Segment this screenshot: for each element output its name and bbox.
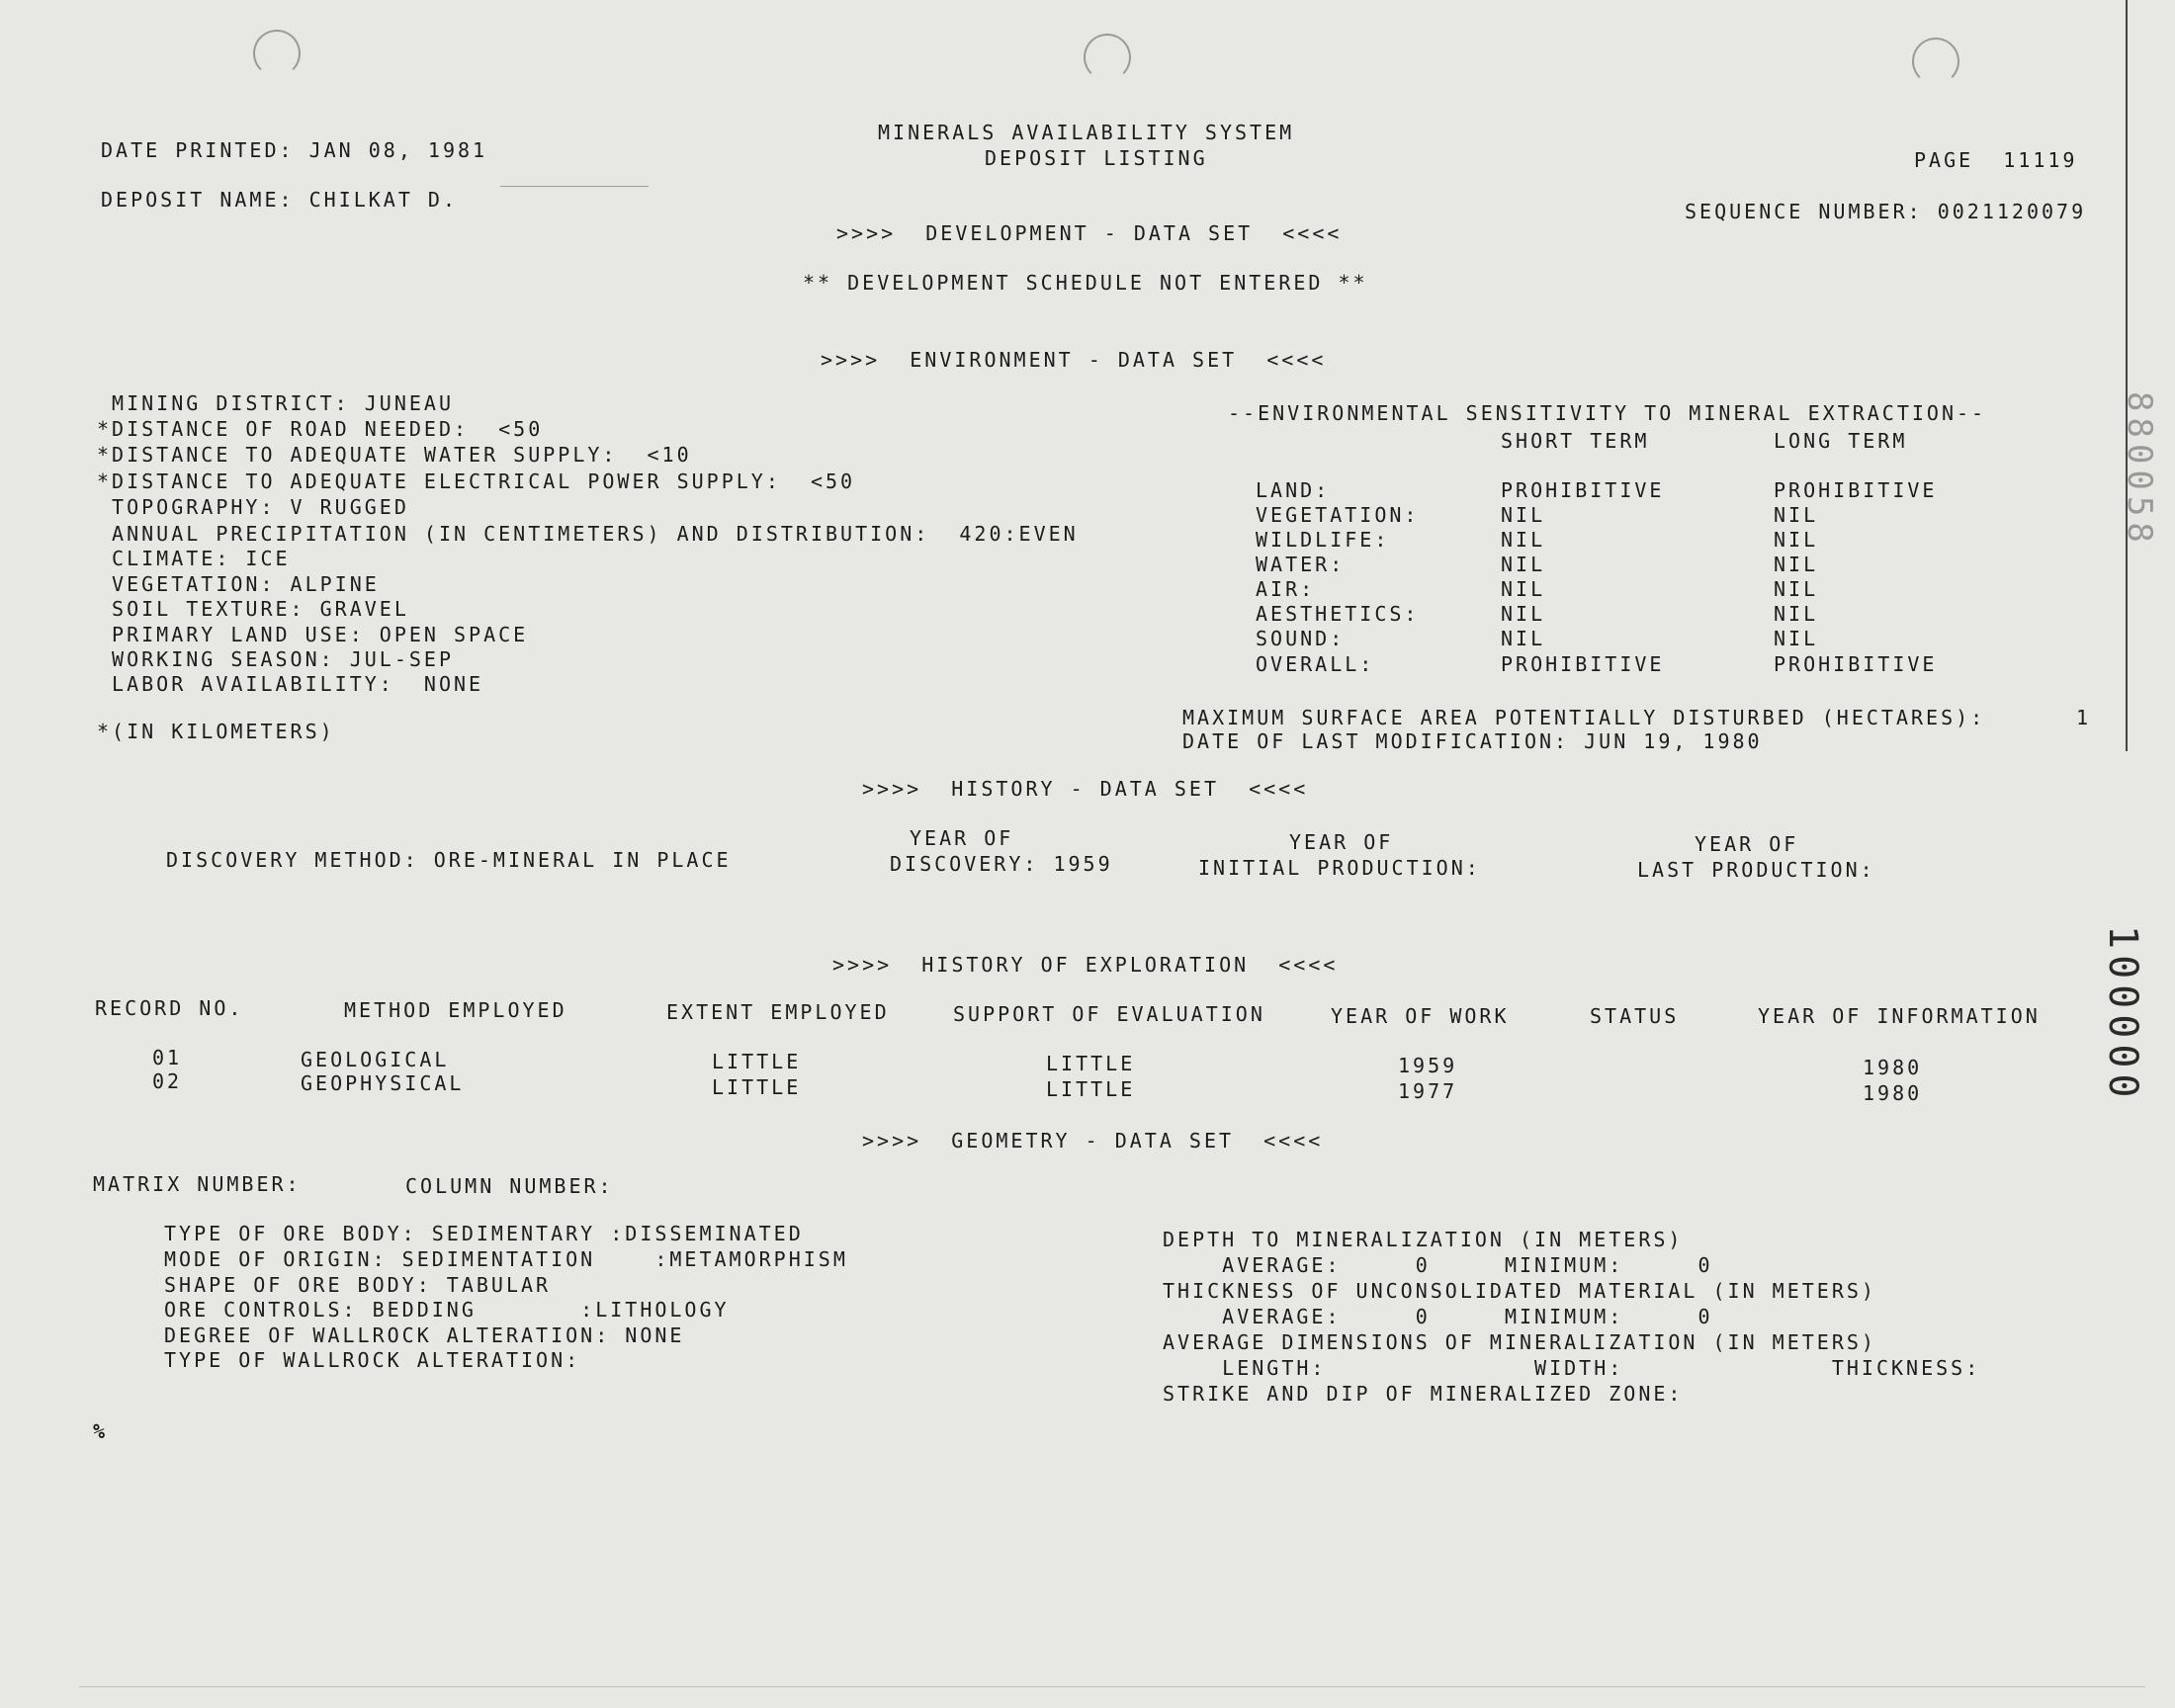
sensitivity-short: NIL [1501,553,1546,576]
sensitivity-long: NIL [1774,602,1819,626]
col-header-support: SUPPORT OF EVALUATION [953,1002,1265,1026]
cell-support: LITTLE [1046,1052,1136,1075]
punch-hole-center [1084,34,1131,81]
cell-extent: LITTLE [712,1075,802,1099]
sensitivity-label: AIR: [1256,577,1316,601]
system-title: MINERALS AVAILABILITY SYSTEM [878,121,1295,144]
geometry-line: TYPE OF ORE BODY: SEDIMENTARY :DISSEMINATED [164,1222,804,1245]
punch-hole-left [253,30,301,77]
history-heading: >>>> HISTORY - DATA SET <<<< [862,777,1309,801]
initial-production-label: YEAR OF [1289,830,1394,854]
sensitivity-long: NIL [1774,627,1819,650]
sensitivity-label: OVERALL: [1256,652,1375,676]
sensitivity-short: NIL [1501,503,1546,527]
listing-title: DEPOSIT LISTING [985,146,1208,170]
col-header-extent: EXTENT EMPLOYED [666,1000,890,1024]
sensitivity-long: NIL [1774,553,1819,576]
env-line: *DISTANCE OF ROAD NEEDED: <50 [97,417,544,441]
year-of-discovery: DISCOVERY: 1959 [890,852,1113,876]
cell-record-no: 02 [152,1069,183,1093]
exploration-heading: >>>> HISTORY OF EXPLORATION <<<< [832,953,1339,977]
geometry-line: AVERAGE DIMENSIONS OF MINERALIZATION (IN METERS) [1163,1330,1876,1354]
sensitivity-label: WILDLIFE: [1256,528,1390,552]
env-line: LABOR AVAILABILITY: NONE [97,672,484,696]
geometry-line: SHAPE OF ORE BODY: TABULAR [164,1273,552,1297]
env-line: *DISTANCE TO ADEQUATE ELECTRICAL POWER SUPPLY: <50 [97,470,856,493]
sensitivity-label: VEGETATION: [1256,503,1420,527]
sensitivity-short: NIL [1501,602,1546,626]
col-header-status: STATUS [1590,1004,1680,1028]
env-line: MINING DISTRICT: JUNEAU [97,391,454,415]
col-header-record-no: RECORD NO. [95,996,244,1020]
cell-year-of-work: 1977 [1398,1079,1458,1103]
max-surface-area-value: 1 [2076,706,2092,729]
last-modification-date: DATE OF LAST MODIFICATION: JUN 19, 1980 [1182,729,1763,753]
last-production-label: YEAR OF [1695,832,1799,856]
bottom-edge [79,1686,2145,1687]
margin-rule [2126,0,2128,751]
sensitivity-long: NIL [1774,503,1819,527]
sequence-number: SEQUENCE NUMBER: 0021120079 [1685,200,2087,223]
sensitivity-label: WATER: [1256,553,1346,576]
cell-year-of-info: 1980 [1863,1056,1923,1079]
geometry-line: DEPTH TO MINERALIZATION (IN METERS) [1163,1228,1684,1251]
geometry-line: ORE CONTROLS: BEDDING :LITHOLOGY [164,1298,730,1322]
sensitivity-label: LAND: [1256,478,1331,502]
environment-heading: >>>> ENVIRONMENT - DATA SET <<<< [821,348,1327,372]
col-header-method: METHOD EMPLOYED [344,998,567,1022]
development-note: ** DEVELOPMENT SCHEDULE NOT ENTERED ** [803,271,1368,295]
cell-record-no: 01 [152,1046,183,1069]
sensitivity-short: NIL [1501,627,1546,650]
sensitivity-short: PROHIBITIVE [1501,652,1665,676]
column-number: COLUMN NUMBER: [405,1174,614,1198]
sensitivity-long: PROHIBITIVE [1774,478,1938,502]
year-of-discovery-label: YEAR OF [910,826,1014,850]
cell-year-of-work: 1959 [1398,1054,1458,1077]
env-line: WORKING SEASON: JUL-SEP [97,647,454,671]
sensitivity-short: PROHIBITIVE [1501,478,1665,502]
cell-support: LITTLE [1046,1077,1136,1101]
env-line: TOPOGRAPHY: V RUGGED [97,495,409,519]
geometry-line: STRIKE AND DIP OF MINERALIZED ZONE: [1163,1382,1684,1406]
short-term-header: SHORT TERM [1501,429,1650,453]
cell-method: GEOPHYSICAL [301,1071,465,1095]
geometry-line: AVERAGE: 0 MINIMUM: 0 [1163,1305,1713,1328]
sensitivity-label: AESTHETICS: [1256,602,1420,626]
geometry-line: TYPE OF WALLROCK ALTERATION: [164,1348,581,1372]
geometry-line: LENGTH: WIDTH: THICKNESS: [1163,1356,1981,1380]
kilometers-note: *(IN KILOMETERS) [97,720,335,743]
deposit-name: DEPOSIT NAME: CHILKAT D. [101,188,458,212]
env-line: VEGETATION: ALPINE [97,572,380,596]
env-line: PRIMARY LAND USE: OPEN SPACE [97,623,529,646]
punch-hole-right [1912,38,1959,85]
development-heading: >>>> DEVELOPMENT - DATA SET <<<< [836,221,1343,245]
cell-method: GEOLOGICAL [301,1048,450,1071]
env-line: CLIMATE: ICE [97,547,291,570]
col-header-year-of-work: YEAR OF WORK [1331,1004,1510,1028]
faint-margin-number: 880058 [2120,391,2159,549]
page-number: PAGE 11119 [1914,148,2078,172]
geometry-line: MODE OF ORIGIN: SEDIMENTATION :METAMORPHISM [164,1247,848,1271]
max-surface-area-label: MAXIMUM SURFACE AREA POTENTIALLY DISTURBED (HECTARES): [1182,706,1986,729]
geometry-line: AVERAGE: 0 MINIMUM: 0 [1163,1253,1713,1277]
sensitivity-title: --ENVIRONMENTAL SENSITIVITY TO MINERAL EXTRACTION-- [1228,401,1987,425]
sensitivity-long: NIL [1774,528,1819,552]
film-number: 100000 [2100,925,2145,1104]
end-mark: % [93,1419,109,1443]
cell-year-of-info: 1980 [1863,1081,1923,1105]
env-line: ANNUAL PRECIPITATION (IN CENTIMETERS) AND DISTRIBUTION: 420:EVEN [97,522,1079,546]
cell-extent: LITTLE [712,1050,802,1073]
sensitivity-short: NIL [1501,577,1546,601]
geometry-line: THICKNESS OF UNCONSOLIDATED MATERIAL (IN METERS) [1163,1279,1876,1303]
sensitivity-label: SOUND: [1256,627,1346,650]
sensitivity-long: NIL [1774,577,1819,601]
col-header-year-of-info: YEAR OF INFORMATION [1758,1004,2041,1028]
sensitivity-short: NIL [1501,528,1546,552]
last-production: LAST PRODUCTION: [1637,858,1875,882]
rule [500,186,649,187]
date-printed: DATE PRINTED: JAN 08, 1981 [101,138,488,162]
sensitivity-long: PROHIBITIVE [1774,652,1938,676]
geometry-line: DEGREE OF WALLROCK ALTERATION: NONE [164,1324,685,1347]
long-term-header: LONG TERM [1774,429,1908,453]
env-line: *DISTANCE TO ADEQUATE WATER SUPPLY: <10 [97,443,692,467]
geometry-heading: >>>> GEOMETRY - DATA SET <<<< [862,1129,1324,1153]
matrix-number: MATRIX NUMBER: [93,1172,302,1196]
env-line: SOIL TEXTURE: GRAVEL [97,597,409,621]
discovery-method: DISCOVERY METHOD: ORE-MINERAL IN PLACE [166,848,732,872]
initial-production: INITIAL PRODUCTION: [1198,856,1481,880]
